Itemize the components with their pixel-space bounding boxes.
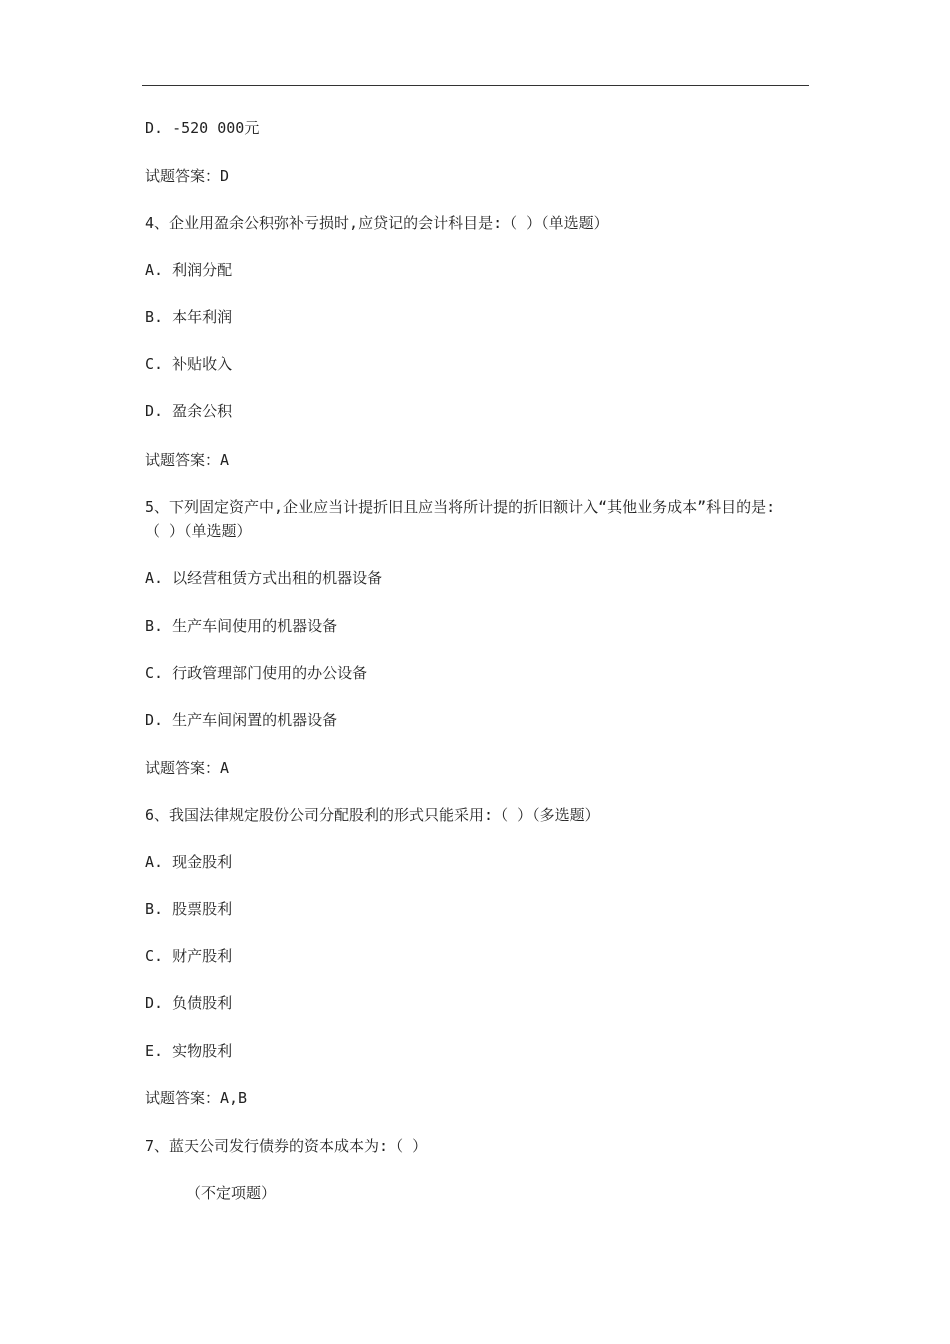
question-7: 7、蓝天公司发行债券的资本成本为:（ ）	[145, 1137, 428, 1155]
option-b-q6: B. 股票股利	[145, 900, 233, 918]
option-e-q6: E. 实物股利	[145, 1042, 233, 1060]
option-a-q5: A. 以经营租赁方式出租的机器设备	[145, 569, 383, 587]
question-7-type: （不定项题）	[186, 1184, 277, 1202]
question-4: 4、企业用盈余公积弥补亏损时,应贷记的会计科目是:（ ）（单选题）	[145, 214, 609, 232]
option-c-q6: C. 财产股利	[145, 947, 233, 965]
option-a-q6: A. 现金股利	[145, 853, 233, 871]
option-b-q4: B. 本年利润	[145, 308, 233, 326]
option-c-q4: C. 补贴收入	[145, 355, 233, 373]
question-6: 6、我国法律规定股份公司分配股利的形式只能采用:（ ）（多选题）	[145, 806, 600, 824]
option-c-q5: C. 行政管理部门使用的办公设备	[145, 664, 368, 682]
question-5-line1: 5、下列固定资产中,企业应当计提折旧且应当将所计提的折旧额计入“其他业务成本”科目的是:	[145, 498, 776, 516]
answer-q4: 试题答案：A	[145, 451, 230, 469]
option-d-q6: D. 负债股利	[145, 994, 233, 1012]
option-d-q5: D. 生产车间闲置的机器设备	[145, 711, 338, 729]
header-rule	[142, 85, 809, 86]
answer-q3: 试题答案：D	[145, 167, 230, 185]
question-5-line2: （ ）（单选题）	[145, 522, 252, 540]
option-a-q4: A. 利润分配	[145, 261, 233, 279]
option-d-q3: D. -520 000元	[145, 119, 260, 137]
option-d-q4: D. 盈余公积	[145, 402, 233, 420]
option-b-q5: B. 生产车间使用的机器设备	[145, 617, 338, 635]
answer-q5: 试题答案：A	[145, 759, 230, 777]
answer-q6: 试题答案：A,B	[145, 1089, 248, 1107]
